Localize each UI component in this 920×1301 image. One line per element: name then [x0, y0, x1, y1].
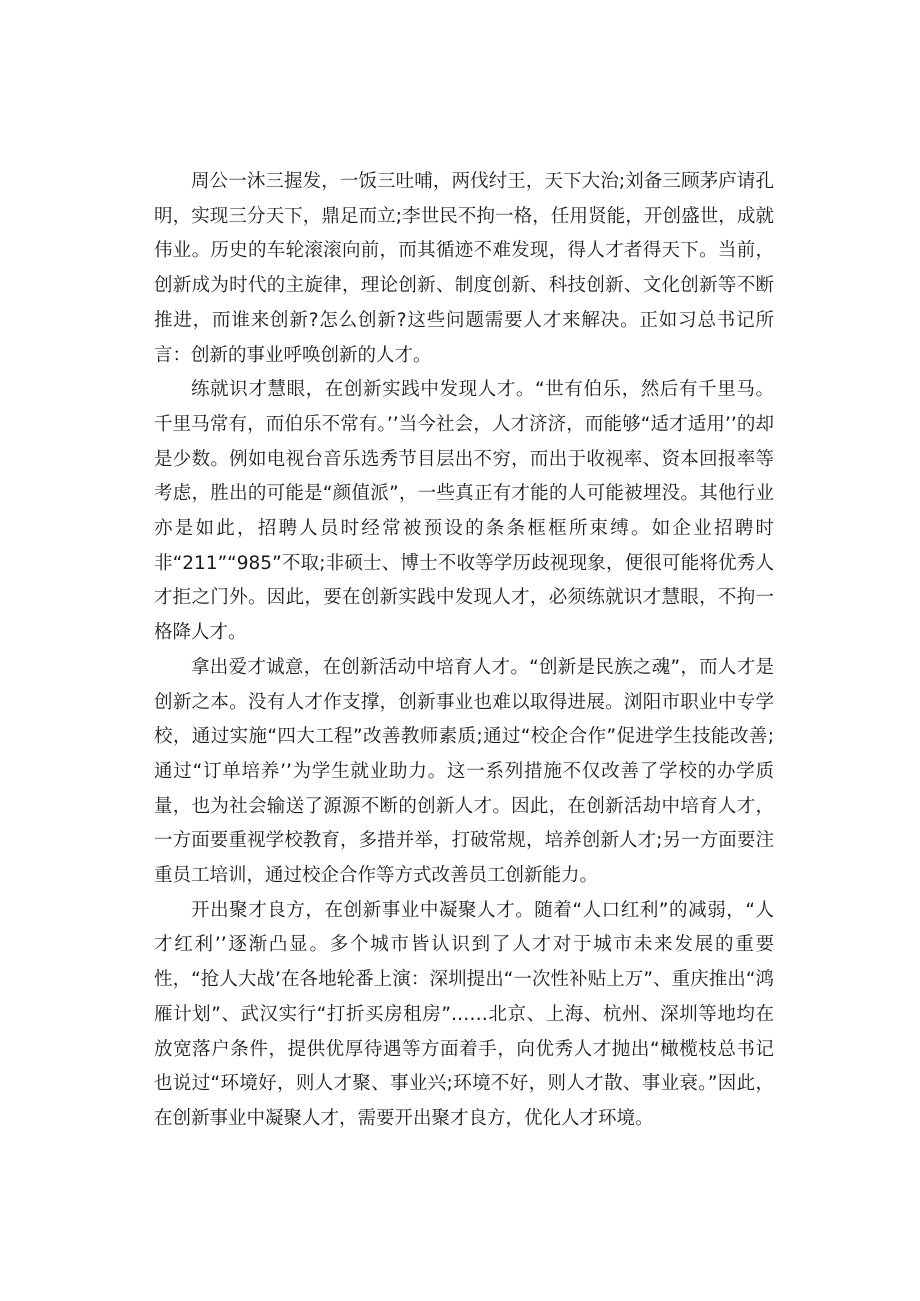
paragraph-cultivate-talent: 拿出爱才诚意，在创新活动中培育人才。“创新是民族之魂”，而人才是创新之本。没有人才作支撑，创新事业也难以取得进展。浏阳市职业中专学校，通过实施“四大工程”改善教师素质;通过“校企合作”促进学生技能改善;通过“订单培养’’为学生就业助力。这一系列措施不仅改善了学校的办学质量，也为社会输送了源源不断的创新人才。因此，在创新活劫中培育人才，一方面要重视学校教育，多措并举，打破常规，培养创新人才;另一方面要注重员工培训，通过校企合作等方式改善员工创新能力。 — [154, 656, 774, 887]
paragraph-discover-talent: 练就识才慧眼，在创新实践中发现人才。“世有伯乐，然后有千里马。千里马常有，而伯乐不常有。’’当今社会，人才济济，而能够“适才适用’’的却是少数。例如电视台音乐选秀节目层出不穷，而出于收视率、资本回报率等考虑，胜出的可能是“颜值派”，一些真正有才能的人可能被埋没。其他行业亦是如此，招聘人员时经常被预设的条条框框所束缚。如企业招聘时非“211”“985”不取;非硕士、博士不收等学历歧视现象，便很可能将优秀人才拒之门外。因此，要在创新实践中发现人才，必须练就识才慧眼，不拘一格降人才。 — [154, 379, 774, 644]
paragraph-intro: 周公一沐三握发，一饭三吐哺，两伐纣王，天下大治;刘备三顾茅庐请孔明，实现三分天下，鼎足而立;李世民不拘一格，任用贤能，开创盛世，成就伟业。历史的车轮滚滚向前，而其循迹不难发现，得人才者得天下。当前，创新成为时代的主旋律，理论创新、制度创新、科技创新、文化创新等不断推进，而谁来创新?怎么创新?这些问题需要人才来解决。正如习总书记所言：创新的事业呼唤创新的人才。 — [154, 171, 774, 366]
essay-body — [154, 165, 774, 1137]
paragraph-gather-talent: 开出聚才良方，在创新事业中凝聚人才。随着“人口红利”的减弱，“人才红利’’逐渐凸显。多个城市皆认识到了人才对于城市未来发展的重要性，“抢人大战’在各地轮番上演：深圳提出“一次性补贴上万”、重庆推出“鸿雁计划”、武汉实行“打折买房租房”……北京、上海、杭州、深圳等地均在放宽落户条件，提供优厚待遇等方面着手，向优秀人才抛出“橄榄枝总书记也说过“环境好，则人才聚、事业兴;环境不好，则人才散、事业衰。”因此，在创新事业中凝聚人才，需要开出聚才良方，优化人才环境。 — [154, 899, 774, 1129]
